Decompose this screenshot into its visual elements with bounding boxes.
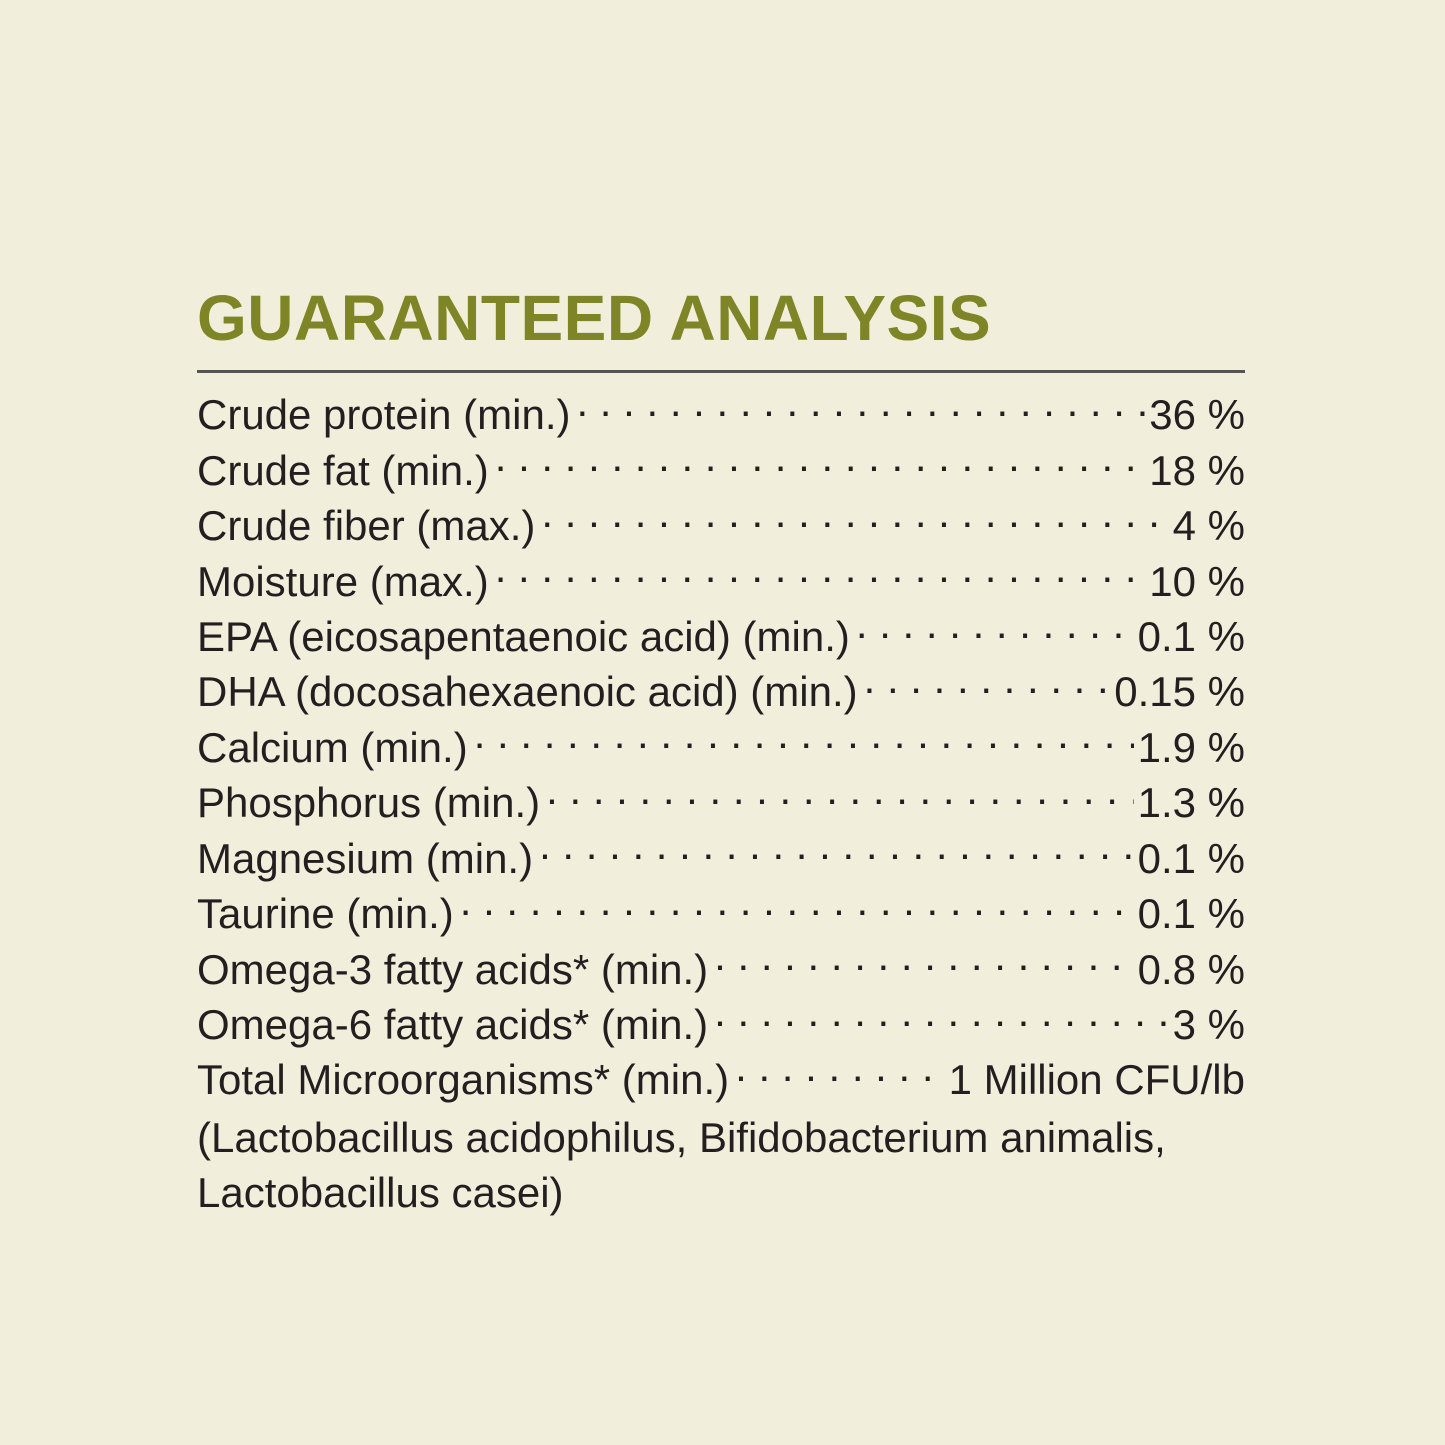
leader-dots	[864, 664, 1111, 706]
nutrient-label: EPA (eicosapentaenoic acid) (min.)	[197, 612, 850, 660]
leader-dots	[576, 387, 1145, 429]
leader-dots	[541, 498, 1168, 540]
footnote-line-2: Lactobacillus casei)	[197, 1169, 564, 1217]
nutrient-value: 0.15 %	[1114, 668, 1245, 716]
footnote	[197, 1110, 1166, 1221]
nutrient-label: Moisture (max.)	[197, 557, 489, 605]
list-item	[197, 609, 1245, 664]
nutrient-value: 1 Million CFU/lb	[948, 1056, 1245, 1104]
list-item	[197, 720, 1245, 775]
nutrient-label: Crude protein (min.)	[197, 391, 571, 439]
guaranteed-analysis-panel	[197, 282, 1245, 1221]
list-item	[197, 886, 1245, 941]
title-divider	[197, 370, 1245, 373]
nutrient-label: Crude fiber (max.)	[197, 502, 536, 550]
leader-dots	[460, 886, 1134, 928]
nutrient-value: 18 %	[1149, 446, 1245, 494]
list-item	[197, 997, 1245, 1052]
nutrient-value: 1.9 %	[1137, 723, 1245, 771]
list-item	[197, 387, 1245, 442]
list-item	[197, 554, 1245, 609]
nutrient-value: 0.1 %	[1137, 612, 1245, 660]
nutrient-label: Taurine (min.)	[197, 890, 454, 938]
list-item	[197, 831, 1245, 886]
nutrient-list	[197, 387, 1245, 1108]
list-item	[197, 1052, 1245, 1107]
nutrient-value: 1.3 %	[1137, 779, 1245, 827]
list-item	[197, 498, 1245, 553]
list-item	[197, 775, 1245, 830]
footnote-line-1: (Lactobacillus acidophilus, Bifidobacterium animalis,	[197, 1113, 1166, 1161]
page-title: GUARANTEED ANALYSIS	[197, 282, 992, 354]
leader-dots	[495, 443, 1146, 485]
nutrient-label: DHA (docosahexaenoic acid) (min.)	[197, 668, 858, 716]
leader-dots	[714, 997, 1168, 1039]
nutrient-label: Omega-6 fatty acids* (min.)	[197, 1001, 709, 1048]
leader-dots	[539, 831, 1134, 873]
nutrient-value: 0.1 %	[1137, 890, 1245, 938]
nutrient-value: 36 %	[1149, 391, 1245, 439]
leader-dots	[474, 720, 1134, 762]
nutrient-value: 4 %	[1172, 502, 1245, 550]
nutrient-label: Magnesium (min.)	[197, 834, 534, 882]
list-item	[197, 942, 1245, 997]
leader-dots	[714, 942, 1133, 984]
leader-dots	[735, 1052, 944, 1094]
nutrient-label: Phosphorus (min.)	[197, 779, 541, 827]
nutrient-label: Crude fat (min.)	[197, 446, 489, 494]
nutrient-value: 3 %	[1172, 1001, 1245, 1048]
list-item	[197, 664, 1245, 719]
nutrient-label: Total Microorganisms* (min.)	[197, 1056, 730, 1104]
leader-dots	[495, 554, 1146, 596]
leader-dots	[856, 609, 1134, 651]
list-item	[197, 443, 1245, 498]
leader-dots	[546, 775, 1133, 817]
nutrient-value: 0.1 %	[1137, 834, 1245, 882]
nutrient-value: 0.8 %	[1137, 945, 1245, 993]
nutrient-label: Omega-3 fatty acids* (min.)	[197, 945, 709, 993]
nutrient-value: 10 %	[1149, 557, 1245, 605]
nutrient-label: Calcium (min.)	[197, 723, 468, 771]
